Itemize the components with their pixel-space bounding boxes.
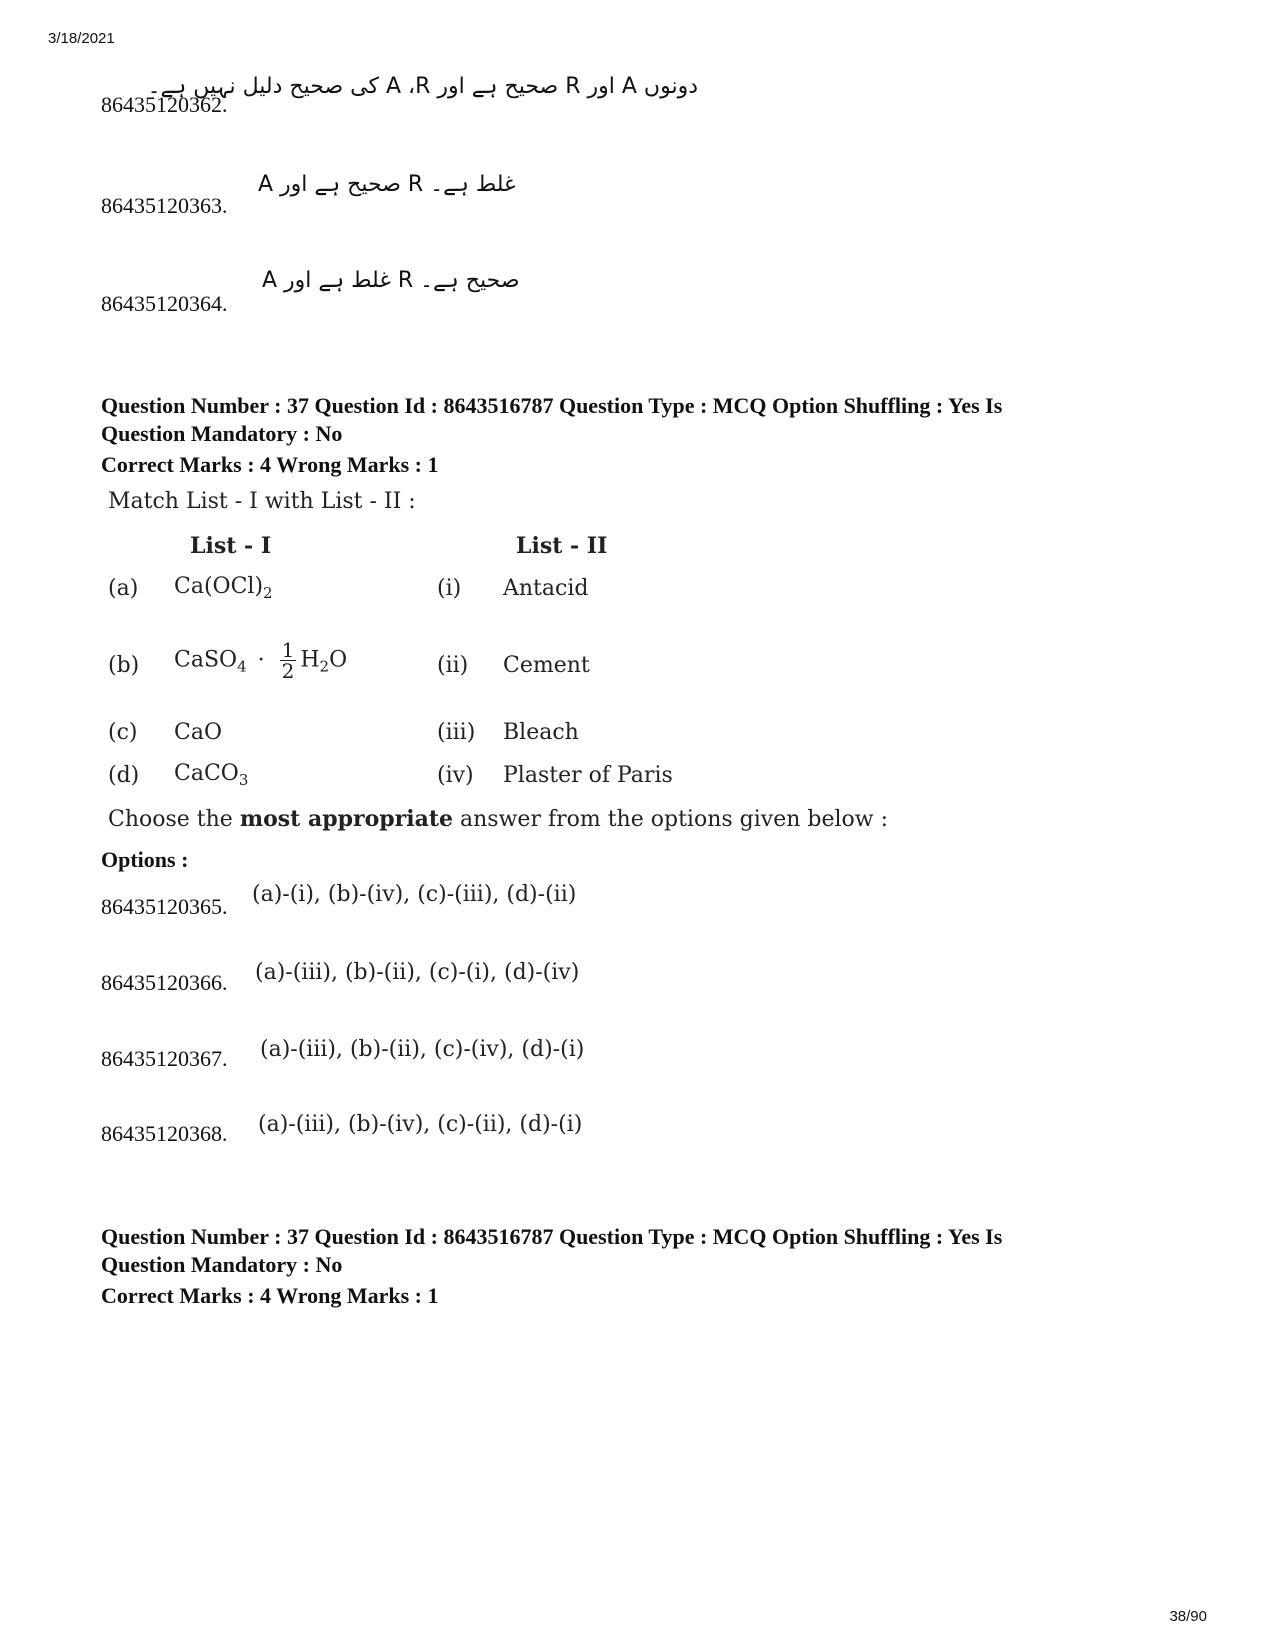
question-header [101,392,1191,448]
match-item: Antacid [503,576,589,601]
option-id: 86435120363. [101,193,228,218]
match-item: Cement [503,653,590,678]
row-label: (d) [108,763,140,788]
option-text-urdu: A صحیح ہے اور R غلط ہے۔ [258,172,516,197]
row-label: (iii) [437,720,476,745]
option-id: 86435120365. [101,894,228,919]
row-label: (ii) [437,653,469,678]
list2-title: List - II [516,533,608,559]
option-id: 86435120366. [101,970,228,995]
option-text: (a)-(i), (b)-(iv), (c)-(iii), (d)-(ii) [252,882,577,907]
formula-d: CaCO$_3$ [174,761,249,789]
print-date: 3/18/2021 [48,30,115,47]
question-header-line: Question Mandatory : No [101,421,343,446]
list1-title: List - I [190,533,272,559]
question-prompt: Match List - I with List - II : [108,489,416,514]
page-number: 38/90 [1169,1608,1207,1625]
option-id: 86435120368. [101,1121,228,1146]
option-id: 86435120364. [101,291,228,316]
formula-b: CaSO$_4$ · $\frac{1}{2}$ $H_2O$ [174,638,348,683]
question-header [101,1223,1191,1279]
option-text-urdu: A غلط ہے اور R صحیح ہے۔ [262,268,520,293]
row-label: (a) [108,576,139,601]
question-marks: Correct Marks : 4 Wrong Marks : 1 [101,1283,439,1308]
options-label: Options : [101,847,189,872]
row-label: (b) [108,653,140,678]
formula-c: CaO [174,720,222,745]
row-label: (c) [108,720,138,745]
formula-a: $Ca(OCl)_2$ [174,574,273,602]
question-header-line: Question Number : 37 Question Id : 8643516787 Question Type : MCQ Option Shuffling : Yes Is [101,393,1003,418]
option-text-urdu: دونوں A اور R صحیح ہے اور A ،R کی صحیح دلیل نہیں ہے۔ [147,74,698,99]
option-text: (a)-(iii), (b)-(ii), (c)-(i), (d)-(iv) [255,960,580,985]
row-label: (i) [437,576,462,601]
option-id: 86435120362. [101,92,228,117]
question-header-line: Question Number : 37 Question Id : 8643516787 Question Type : MCQ Option Shuffling : Yes Is [101,1224,1003,1249]
row-label: (iv) [437,763,474,788]
match-item: Bleach [503,720,579,745]
option-id: 86435120367. [101,1046,228,1071]
question-header-line: Question Mandatory : No [101,1252,343,1277]
option-text: (a)-(iii), (b)-(ii), (c)-(iv), (d)-(i) [260,1037,585,1062]
question-marks: Correct Marks : 4 Wrong Marks : 1 [101,452,439,477]
choose-instruction: Choose the most appropriate answer from the options given below : [108,806,888,832]
option-text: (a)-(iii), (b)-(iv), (c)-(ii), (d)-(i) [258,1112,583,1137]
match-item: Plaster of Paris [503,763,673,788]
